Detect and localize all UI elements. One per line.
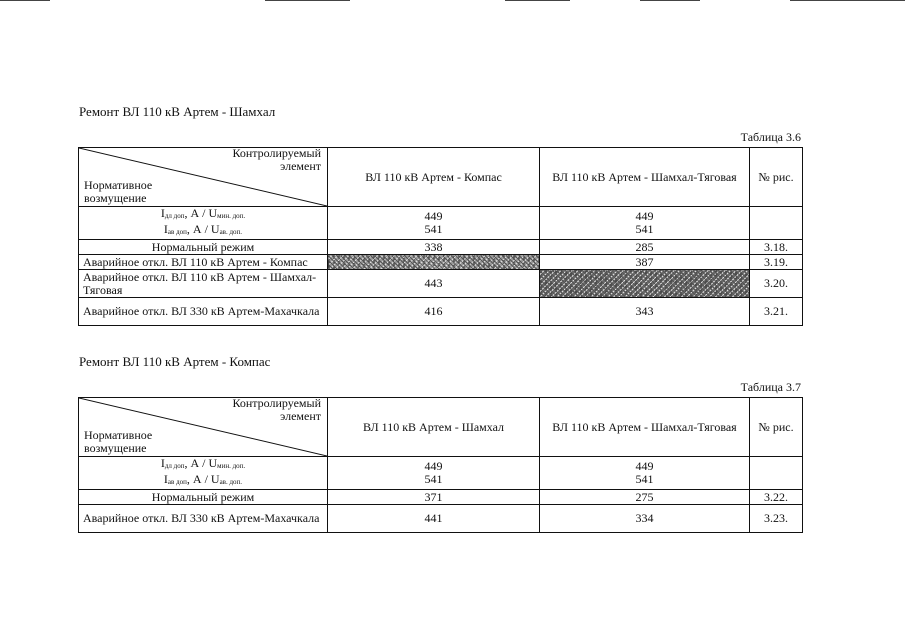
row-label: Нормальный режим	[79, 490, 328, 505]
figure-ref: 3.19.	[750, 255, 803, 270]
column-header: ВЛ 110 кВ Артем - Шамхал-Тяговая	[540, 398, 750, 457]
table-3-6	[78, 147, 803, 326]
value-cell: 441	[328, 505, 540, 533]
value-cell: 416	[328, 298, 540, 326]
figure-ref: 3.21.	[750, 298, 803, 326]
corner-bottom-label: Нормативное возмущение	[84, 178, 153, 205]
limits-row	[79, 207, 803, 240]
limits-label-cell	[79, 207, 328, 240]
figure-ref: 3.23.	[750, 505, 803, 533]
value-cell: 275	[540, 490, 750, 505]
table-row	[79, 490, 803, 505]
value-cell: 371	[328, 490, 540, 505]
table-header-row	[79, 398, 803, 457]
corner-bottom-label: Нормативное возмущение	[84, 428, 153, 455]
row-label: Аварийное откл. ВЛ 330 кВ Артем-Махачкала	[79, 298, 328, 326]
limit-long-term-label: $I_{дл доп}$, А / $U_{мин. доп.}$	[160, 456, 246, 470]
scan-edge-line	[265, 0, 350, 1]
value-cell: 443	[328, 270, 540, 298]
figure-ref: 3.20.	[750, 270, 803, 298]
corner-header-cell	[79, 398, 328, 457]
limits-value-cell: 449 541	[328, 207, 540, 240]
empty-cell	[750, 207, 803, 240]
limits-value-cell: 449 541	[540, 207, 750, 240]
limits-label-cell	[79, 457, 328, 490]
column-header: ВЛ 110 кВ Артем - Шамхал-Тяговая	[540, 148, 750, 207]
value-cell: 334	[540, 505, 750, 533]
row-label: Аварийное откл. ВЛ 110 кВ Артем - Шамхал-Тяговая	[79, 270, 328, 298]
corner-header-cell	[79, 148, 328, 207]
section-heading-2: Ремонт ВЛ 110 кВ Артем - Компас	[79, 354, 271, 369]
table-row	[79, 270, 803, 298]
table-number-2: Таблица 3.7	[740, 380, 801, 394]
table-row	[79, 240, 803, 255]
column-header: ВЛ 110 кВ Артем - Компас	[328, 148, 540, 207]
figure-ref: 3.18.	[750, 240, 803, 255]
table-row	[79, 255, 803, 270]
table-3-7	[78, 397, 803, 533]
table-row	[79, 505, 803, 533]
table-number-1: Таблица 3.6	[740, 130, 801, 144]
corner-top-label: Контролируемый элемент	[232, 397, 321, 423]
value-cell: 338	[328, 240, 540, 255]
scan-edge-line	[640, 0, 700, 1]
row-label: Аварийное откл. ВЛ 110 кВ Артем - Компас	[79, 255, 328, 270]
limit-emergency-label: $I_{ав доп}$, А / $U_{ав. доп.}$	[163, 222, 243, 236]
shaded-noise-cell	[540, 270, 750, 298]
scan-edge-line	[790, 0, 905, 1]
column-header: № рис.	[750, 398, 803, 457]
limits-value-cell: 449 541	[540, 457, 750, 490]
column-header: № рис.	[750, 148, 803, 207]
limits-value-cell: 449 541	[328, 457, 540, 490]
section-heading-1: Ремонт ВЛ 110 кВ Артем - Шамхал	[79, 104, 276, 119]
empty-cell	[750, 457, 803, 490]
row-label: Аварийное откл. ВЛ 330 кВ Артем-Махачкала	[79, 505, 328, 533]
shaded-noise-cell	[328, 255, 540, 270]
value-cell: 387	[540, 255, 750, 270]
value-cell: 343	[540, 298, 750, 326]
scan-edge-line	[0, 0, 50, 1]
table-header-row	[79, 148, 803, 207]
value-cell: 285	[540, 240, 750, 255]
limit-emergency-label: $I_{ав доп}$, А / $U_{ав. доп.}$	[163, 472, 243, 486]
table-row	[79, 298, 803, 326]
limit-long-term-label: $I_{дл доп}$, А / $U_{мин. доп.}$	[160, 206, 246, 220]
corner-top-label: Контролируемый элемент	[232, 147, 321, 173]
figure-ref: 3.22.	[750, 490, 803, 505]
row-label: Нормальный режим	[79, 240, 328, 255]
column-header: ВЛ 110 кВ Артем - Шамхал	[328, 398, 540, 457]
limits-row	[79, 457, 803, 490]
scan-edge-line	[505, 0, 570, 1]
